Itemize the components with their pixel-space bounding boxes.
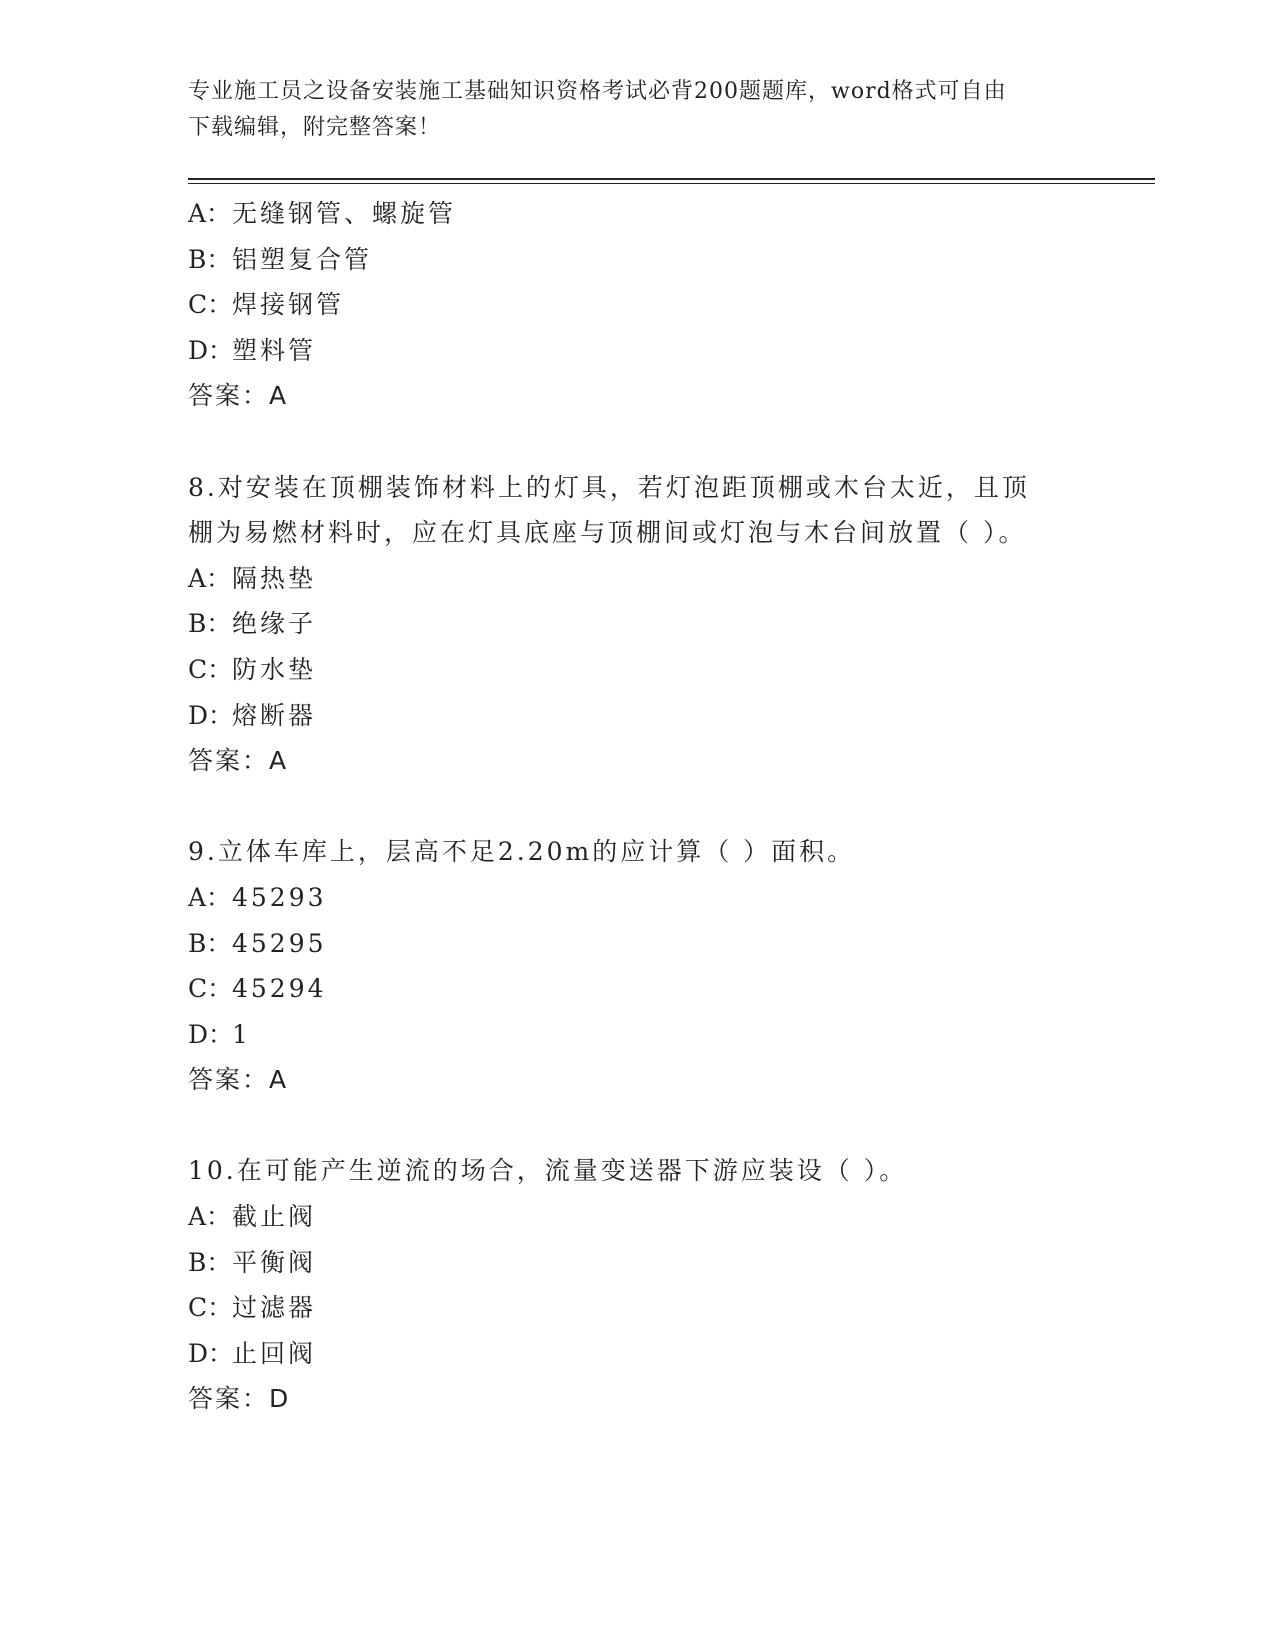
- option-text: 塑料管: [232, 335, 317, 365]
- option-text: 隔热垫: [232, 563, 317, 593]
- option-text: 1: [232, 1019, 251, 1049]
- option-text: 45293: [232, 882, 327, 912]
- question-10-block: [188, 1148, 1148, 1422]
- option-text: 防水垫: [232, 654, 317, 684]
- option-text: 焊接钢管: [232, 290, 345, 320]
- option-text: 熔断器: [232, 700, 317, 730]
- option-text: 无缝钢管、螺旋管: [232, 199, 457, 228]
- option-b: [188, 237, 1148, 283]
- option-b: [188, 601, 1148, 647]
- option-text: 截止阀: [232, 1202, 317, 1232]
- document-header: [188, 74, 1088, 146]
- spacer: [188, 419, 1148, 465]
- spacer: [188, 784, 1148, 830]
- header-divider-thick: [188, 178, 1155, 180]
- option-letter: D：: [188, 1338, 234, 1368]
- option-a: [188, 1194, 1148, 1240]
- header-line-1: 专业施工员之设备安装施工基础知识资格考试必背200题题库，word格式可自由: [188, 79, 1007, 104]
- spacer: [188, 1103, 1148, 1149]
- option-letter: C：: [188, 1293, 233, 1323]
- option-letter: A：: [188, 882, 232, 912]
- option-text: 45294: [232, 974, 327, 1004]
- option-c: [188, 1285, 1148, 1331]
- option-text: 过滤器: [232, 1293, 317, 1323]
- question-stem-line-2: 棚为易燃材料时，应在灯具底座与顶棚间或灯泡与木台间放置（ ）。: [188, 518, 1027, 548]
- question-8-block: [188, 465, 1148, 784]
- option-letter: A：: [188, 1202, 232, 1232]
- option-letter: D：: [188, 1019, 234, 1049]
- option-c: [188, 647, 1148, 693]
- option-letter: A：: [188, 563, 232, 593]
- option-b: [188, 921, 1148, 967]
- option-letter: C：: [188, 654, 233, 684]
- option-letter: D：: [188, 335, 234, 365]
- header-divider-thin: [188, 183, 1155, 184]
- option-text: 45295: [232, 928, 327, 958]
- option-text: 止回阀: [232, 1338, 317, 1368]
- question-7-block: [188, 191, 1148, 419]
- option-letter: A：: [188, 199, 232, 228]
- option-letter: C：: [188, 290, 233, 320]
- answer-line: 答案：A: [188, 746, 289, 776]
- option-letter: B：: [188, 1247, 232, 1277]
- option-c: [188, 282, 1148, 328]
- option-d: [188, 1012, 1148, 1058]
- header-line-2: 下载编辑，附完整答案！: [188, 115, 442, 140]
- answer-line: 答案：A: [188, 381, 289, 411]
- option-d: [188, 1331, 1148, 1377]
- option-text: 绝缘子: [232, 609, 317, 639]
- question-stem-line-1: 10.在可能产生逆流的场合，流量变送器下游应装设（ ）。: [188, 1156, 908, 1186]
- option-a: [188, 875, 1148, 921]
- option-b: [188, 1240, 1148, 1286]
- option-text: 平衡阀: [232, 1247, 317, 1277]
- option-text: 铝塑复合管: [232, 244, 373, 274]
- question-stem-line-1: 9.立体车库上，层高不足2.20m的应计算（ ）面积。: [188, 837, 856, 867]
- option-letter: B：: [188, 609, 232, 639]
- question-stem-line-1: 8.对安装在顶棚装饰材料上的灯具，若灯泡距顶棚或木台太近，且顶: [188, 472, 1030, 502]
- option-c: [188, 966, 1148, 1012]
- option-d: [188, 693, 1148, 739]
- option-d: [188, 328, 1148, 374]
- answer-line: 答案：D: [188, 1384, 291, 1414]
- option-letter: B：: [188, 244, 232, 274]
- answer-line: 答案：A: [188, 1065, 289, 1095]
- question-content: [188, 191, 1148, 1422]
- option-letter: C：: [188, 974, 233, 1004]
- question-9-block: [188, 829, 1148, 1103]
- option-a: [188, 191, 1148, 237]
- option-a: [188, 556, 1148, 602]
- option-letter: B：: [188, 928, 232, 958]
- option-letter: D：: [188, 700, 234, 730]
